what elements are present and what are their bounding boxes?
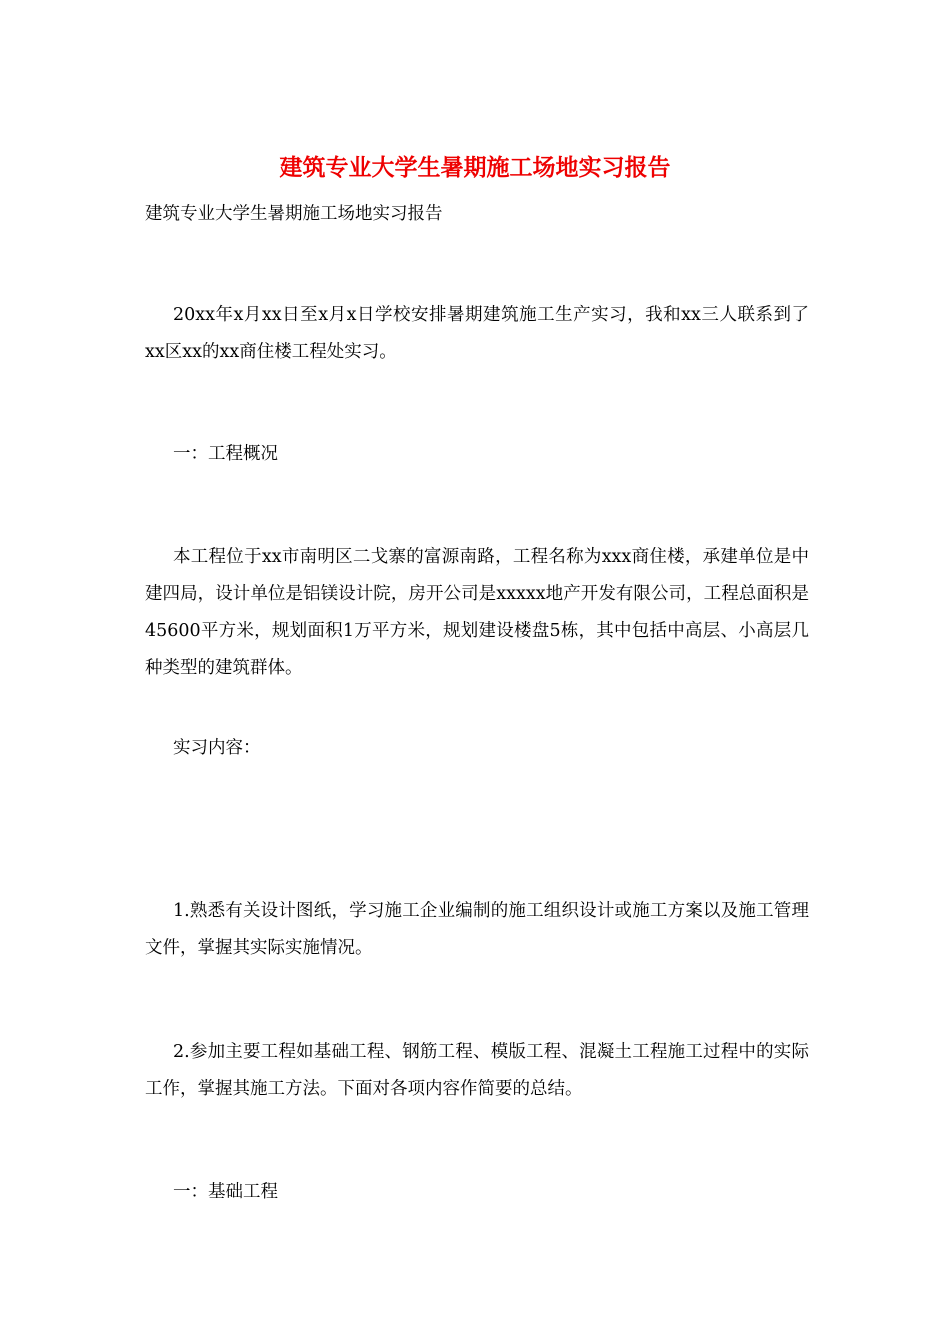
paragraph-overview: 本工程位于xx市南明区二戈寨的富源南路，工程名称为xxx商住楼，承建单位是中建四局，设计单位是铝镁设计院，房开公司是xxxxx地产开发有限公司，工程总面积是45600平方米，规划面积1万平方米，规划建设楼盘5栋，其中包括中高层、小高层几种类型的建筑群体。 — [145, 547, 809, 678]
paragraph-intro: 20xx年x月xx日至x月x日学校安排暑期建筑施工生产实习，我和xx三人联系到了xx区xx的xx商住楼工程处实习。 — [145, 305, 809, 362]
section-heading-overview: 一：工程概况 — [173, 444, 278, 464]
document-subtitle: 建筑专业大学生暑期施工场地实习报告 — [145, 204, 443, 224]
section-heading-content: 实习内容： — [173, 738, 261, 758]
document-title: 建筑专业大学生暑期施工场地实习报告 — [279, 154, 671, 181]
paragraph-item-2: 2.参加主要工程如基础工程、钢筋工程、模版工程、混凝土工程施工过程中的实际工作，掌握其施工方法。下面对各项内容作简要的总结。 — [145, 1042, 809, 1099]
paragraph-item-1: 1.熟悉有关设计图纸，学习施工企业编制的施工组织设计或施工方案以及施工管理文件，掌握其实际实施情况。 — [145, 901, 809, 958]
section-heading-foundation: 一：基础工程 — [173, 1182, 278, 1202]
